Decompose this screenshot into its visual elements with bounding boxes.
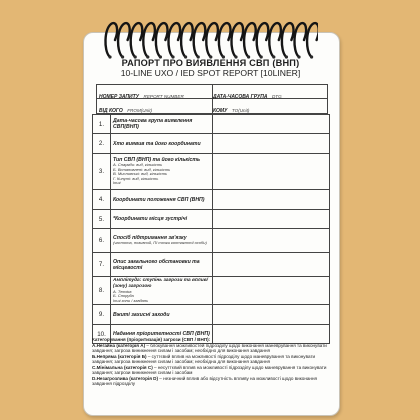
report-title	[88, 58, 333, 78]
category-d-key: D.Незагрозлива (категорія D)	[92, 375, 159, 381]
line-number: 5.	[93, 210, 111, 229]
threat-category-legend	[92, 337, 330, 387]
line-sub-item: А. Техніка	[113, 288, 132, 294]
line-sub-item: В. Мисливські: вид, кількість	[113, 171, 168, 177]
report-line-7	[93, 253, 330, 277]
line-label: Опис загального обстановки та місцевості	[113, 258, 200, 271]
to-unit-sublabel: TO(Unit)	[231, 108, 250, 113]
line-sub-item: Інші	[113, 180, 121, 186]
dtg-sublabel: DTG	[271, 94, 282, 99]
report-line-4	[93, 190, 330, 210]
report-line-3	[93, 154, 330, 190]
dtg-field[interactable]	[213, 85, 327, 99]
spiral-ring	[231, 23, 243, 56]
legend-category-d	[92, 376, 330, 387]
line-value-field[interactable]	[213, 253, 330, 277]
line-label: *Координати місця зустрічі	[113, 216, 188, 222]
report-number-sublabel: REPORT NUMBER	[143, 94, 184, 99]
spiral-ring	[257, 23, 269, 56]
line-value-field[interactable]	[213, 115, 330, 134]
category-d-text: – незначний вплив або відсутність впливу на можливості щодо виконання завдання підрозділу	[92, 375, 317, 386]
line-sub-item: Інші зони / завдань	[113, 297, 149, 303]
spiral-ring	[118, 23, 130, 56]
line-sub-item: Б. Встановлені: вид, кількість	[113, 166, 171, 172]
spiral-ring	[105, 23, 117, 56]
line-description	[111, 134, 213, 154]
report-line-8	[93, 277, 330, 305]
report-line-6	[93, 229, 330, 253]
spiral-ring	[131, 23, 143, 56]
line-number: 7.	[93, 253, 111, 277]
line-value-field[interactable]	[213, 210, 330, 229]
line-label: Амплітуда: ступінь загрози та вплив/ (зону) загрозою	[113, 277, 208, 289]
to-unit-field[interactable]	[213, 99, 327, 113]
report-lines-table	[92, 114, 330, 344]
spiral-ring	[168, 23, 180, 56]
line-description	[111, 277, 213, 305]
line-label: Хто виявив та його координати	[113, 140, 201, 147]
line-description	[111, 115, 213, 134]
line-description	[111, 305, 213, 325]
line-number: 6.	[93, 229, 111, 253]
spiral-ring	[269, 23, 281, 56]
line-sub-item: (частота, позивний, ПІ точки контактної особи)	[113, 240, 207, 246]
line-description	[111, 253, 213, 277]
spiral-ring	[181, 23, 193, 56]
line-number: 4.	[93, 190, 111, 210]
dtg-label: ДАТА-ЧАСОВА ГРУПА	[213, 94, 268, 100]
line-sub-item: Б. Споруда	[113, 293, 134, 299]
legend-category-c	[92, 365, 330, 376]
line-number: 8.	[93, 277, 111, 305]
line-sub-item: А. Снаряди: вид, кількість	[113, 162, 163, 168]
line-sub-item: Г. Кинуті: вид, кількість	[113, 175, 159, 181]
line-value-field[interactable]	[213, 154, 330, 190]
spiral-ring	[156, 23, 168, 56]
header-grid	[96, 84, 328, 114]
line-number: 3.	[93, 154, 111, 190]
line-description	[111, 190, 213, 210]
from-unit-field[interactable]	[97, 99, 213, 113]
line-value-field[interactable]	[213, 305, 330, 325]
line-label: Спосіб підтримання зв'язку	[113, 235, 187, 242]
report-number-label: НОМЕР ЗАПИТУ	[99, 94, 140, 100]
spiral-ring	[206, 23, 218, 56]
spiral-ring	[143, 23, 155, 56]
line-value-field[interactable]	[213, 229, 330, 253]
spiral-ring	[282, 23, 294, 56]
report-line-5	[93, 210, 330, 229]
category-b-key: Б.Непряма (категорія Б)	[92, 353, 147, 359]
spiral-ring	[307, 23, 318, 56]
report-line-9	[93, 305, 330, 325]
to-unit-label: КОМУ	[213, 108, 228, 114]
category-c-key: С.Мінімальна (категорія С)	[92, 364, 153, 370]
line-label: Дата-часова група виявлення СВП(ВНП)	[113, 118, 193, 130]
category-b-text: – суттєвий вплив на можливості підрозділу щодо маневрування та виконувати завдання; загроза виникнення силам і засобам; необхідна для виконання завдання	[92, 353, 316, 364]
report-line-2	[93, 134, 330, 154]
line-number: 1.	[93, 115, 111, 134]
spiral-ring	[294, 23, 306, 56]
spiral-binding	[103, 20, 318, 60]
legend-category-b	[92, 354, 330, 365]
spiral-ring	[194, 23, 206, 56]
line-value-field[interactable]	[213, 190, 330, 210]
line-number: 2.	[93, 134, 111, 154]
category-a-text: – блокування можливостей підрозділу щодо виконання маневрування та виконувати завдання; загроза виникнення силам і засобам; необхідно для виконання завдання	[92, 342, 327, 353]
spiral-ring	[244, 23, 256, 56]
line-label: Вжиті захисні заходи	[113, 311, 170, 318]
category-c-text: – несуттєвий вплив на можливості підрозділу щодо маневрування та виконувати завдання; загрози виникнення силам і засобам	[92, 364, 327, 375]
title-english: 10-LINE UXO / IED SPOT REPORT [10LINER]	[120, 68, 301, 78]
line-label: Координати положення СВП (ВНП)	[113, 196, 205, 203]
line-description	[111, 210, 213, 229]
category-a-key: А.Негайна (категорія А)	[92, 342, 146, 348]
line-number: 10.	[93, 325, 111, 344]
line-number: 9.	[93, 305, 111, 325]
line-value-field[interactable]	[213, 277, 330, 305]
report-number-field[interactable]	[97, 85, 213, 99]
legend-category-a	[92, 343, 330, 354]
report-line-1	[93, 115, 330, 134]
spiral-ring	[219, 23, 231, 56]
line-description	[111, 154, 213, 190]
legend-heading: Категорування (пріоритизація) загрози (СВП / ВНП):	[92, 337, 211, 342]
line-label: Тип СВП (ВНП) та його кількість	[113, 157, 201, 164]
line-description	[111, 229, 213, 253]
line-label: Надання пріоритетності СВП (ВНП)	[113, 331, 210, 337]
title-ukrainian: РАПОРТ ПРО ВИЯВЛЕННЯ СВП (ВНП)	[121, 58, 300, 68]
line-value-field[interactable]	[213, 134, 330, 154]
from-unit-label: ВІД КОГО	[99, 108, 123, 114]
from-unit-sublabel: FROM(Unit)	[127, 108, 153, 113]
